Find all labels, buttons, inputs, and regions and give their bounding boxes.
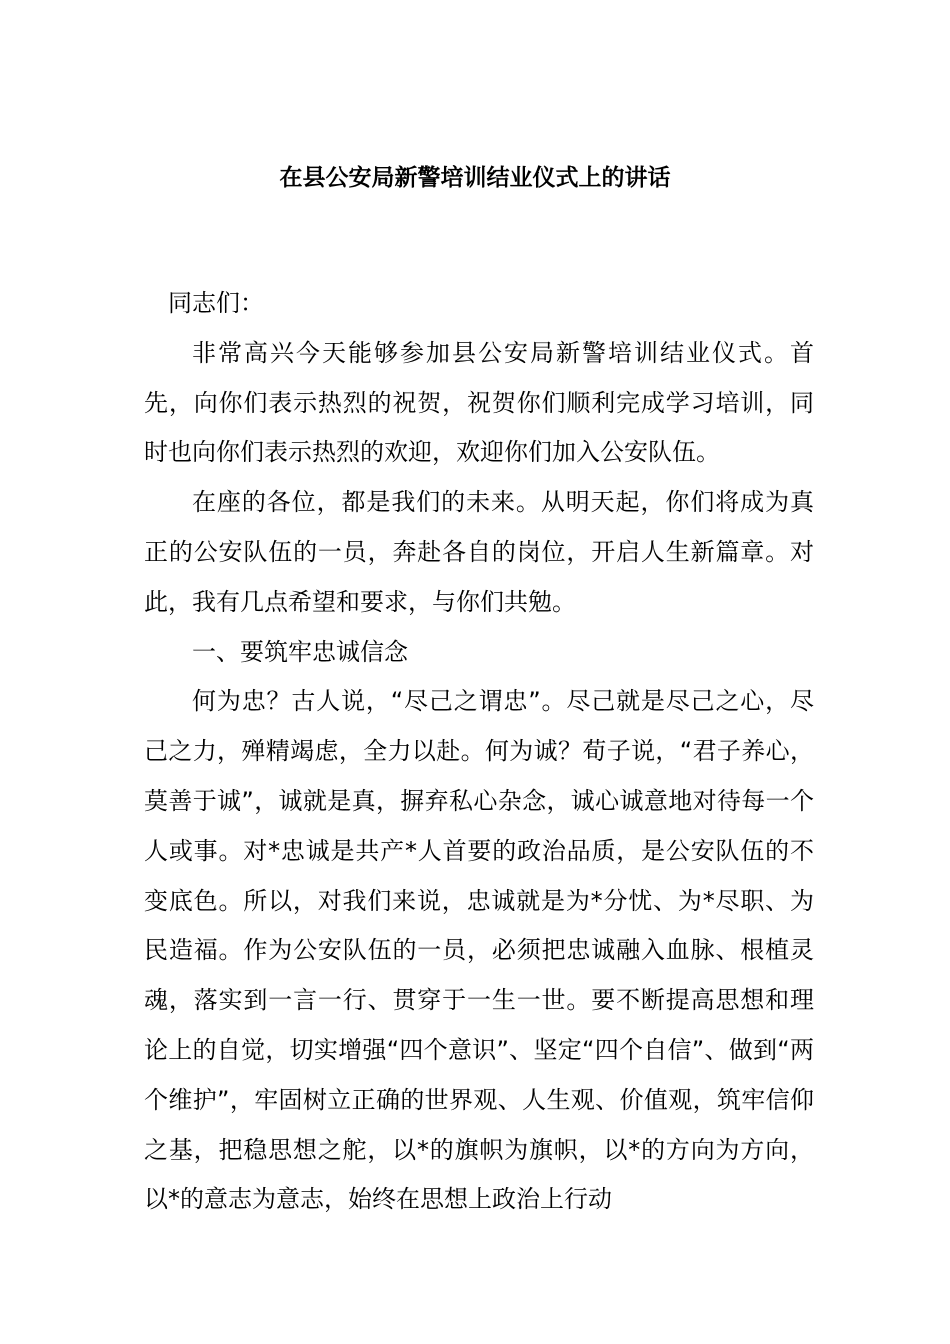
- document-body: [144, 279, 814, 1225]
- salutation: 同志们：: [168, 289, 264, 317]
- paragraph-opening: 非常高兴今天能够参加县公安局新警培训结业仪式。首先，向你们表示热烈的祝贺，祝贺你们顺利完成学习培训，同时也向你们表示热烈的欢迎，欢迎你们加入公安队伍。: [144, 338, 814, 467]
- paragraph-loyalty: 何为忠？古人说，“尽己之谓忠”。尽己就是尽己之心，尽己之力，殚精竭虑，全力以赴。何为诚？荀子说，“君子养心，莫善于诚”，诚就是真，摒弃私心杂念，诚心诚意地对待每一个人或事。对*忠诚是共产*人首要的政治品质，是公安队伍的不变底色。所以，对我们来说，忠诚就是为*分忧、为*尽职、为民造福。作为公安队伍的一员，必须把忠诚融入血脉、根植灵魂，落实到一言一行、贯穿于一生一世。要不断提高思想和理论上的自觉，切实增强“四个意识”、坚定“四个自信”、做到“两个维护”，牢固树立正确的世界观、人生观、价值观，筑牢信仰之基，把稳思想之舵，以*的旗帜为旗帜，以*的方向为方向，以*的意志为意志，始终在思想上政治上行动: [144, 687, 814, 1214]
- document-title: 在县公安局新警培训结业仪式上的讲话: [279, 165, 671, 191]
- section-heading-1: 一、要筑牢忠诚信念: [192, 637, 408, 666]
- paragraph-expectations: 在座的各位，都是我们的未来。从明天起，你们将成为真正的公安队伍的一员，奔赴各自的岗位，开启人生新篇章。对此，我有几点希望和要求，与你们共勉。: [144, 488, 814, 616]
